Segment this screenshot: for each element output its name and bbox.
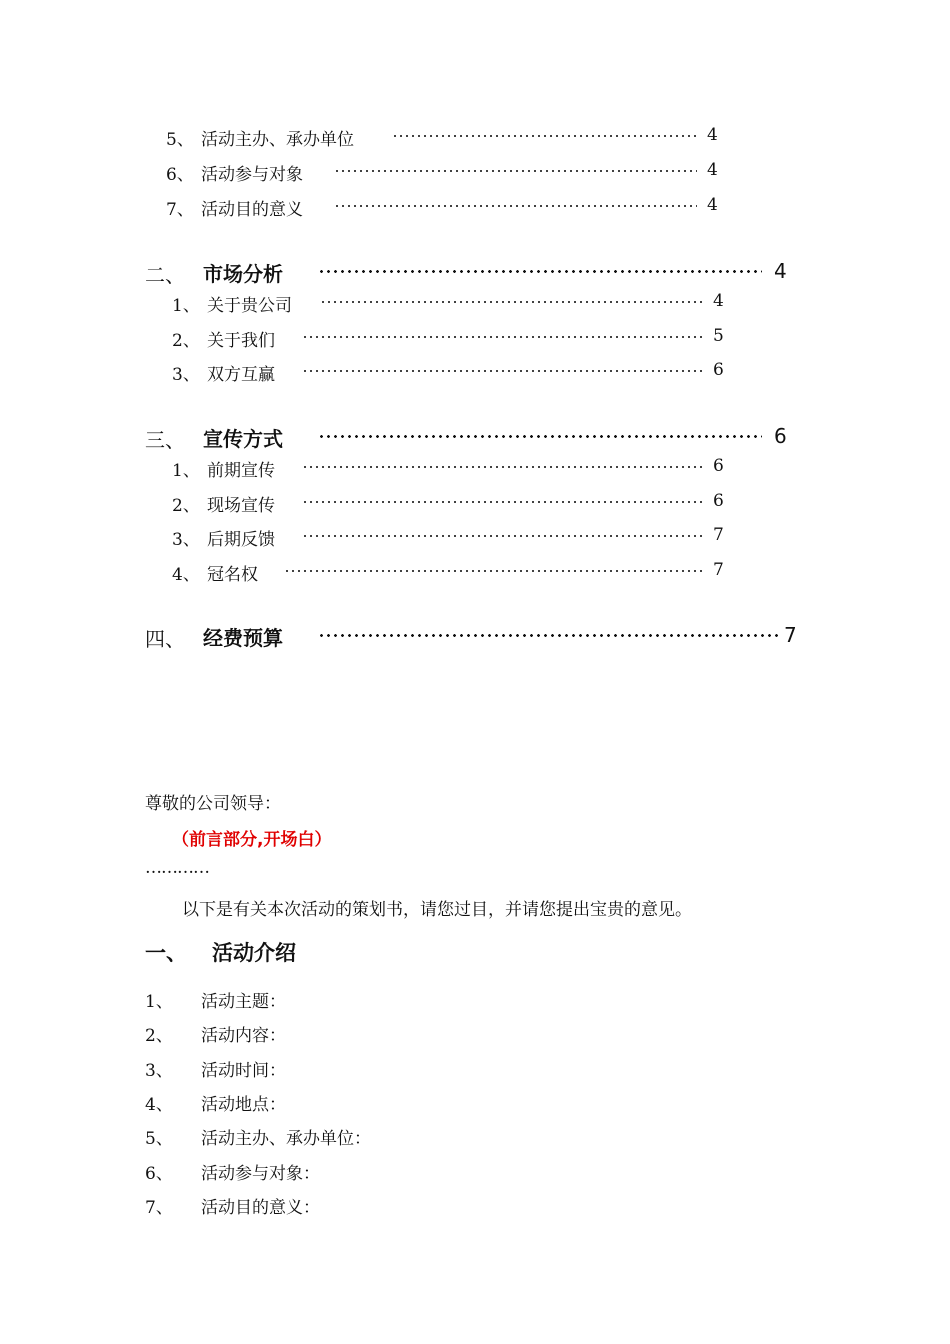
toc-item-page: 7	[713, 525, 724, 545]
list-item-number: 5、	[145, 1129, 173, 1149]
toc-section-title: 宣传方式	[203, 427, 283, 451]
toc-leader-dots	[318, 435, 762, 438]
list-item-label: 活动地点：	[201, 1095, 286, 1115]
list-item-label: 活动时间：	[201, 1061, 286, 1081]
toc-item-number: 4、	[172, 565, 200, 585]
toc-leader-dots	[302, 466, 705, 468]
ellipsis-text: …………	[145, 858, 209, 878]
toc-leader-dots	[392, 135, 697, 137]
list-item-label: 活动主题：	[201, 992, 286, 1012]
toc-item-page: 4	[707, 125, 718, 145]
toc-section-number: 二、	[145, 263, 185, 287]
toc-item-page: 5	[713, 326, 724, 346]
toc-leader-dots	[334, 170, 697, 172]
toc-item-number: 7、	[166, 200, 194, 220]
toc-item-label: 冠名权	[207, 565, 258, 585]
list-item-label: 活动参与对象：	[201, 1164, 320, 1184]
toc-section-title: 经费预算	[203, 626, 283, 650]
toc-item-page: 6	[713, 491, 724, 511]
toc-leader-dots	[320, 301, 705, 303]
toc-item-page: 6	[713, 456, 724, 476]
toc-leader-dots	[302, 336, 705, 338]
toc-leader-dots	[302, 370, 705, 372]
toc-item-number: 1、	[172, 461, 200, 481]
list-item-number: 3、	[145, 1061, 173, 1081]
preface-note: （前言部分,开场白）	[172, 830, 332, 850]
toc-item-page: 6	[713, 360, 724, 380]
toc-leader-dots	[302, 535, 705, 537]
toc-item-label: 双方互赢	[207, 365, 275, 385]
list-item-label: 活动内容：	[201, 1026, 286, 1046]
list-item-number: 4、	[145, 1095, 173, 1115]
list-item-label: 活动目的意义：	[201, 1198, 320, 1218]
list-item-number: 7、	[145, 1198, 173, 1218]
toc-item-page: 7	[713, 560, 724, 580]
toc-item-number: 1、	[172, 296, 200, 316]
toc-item-number: 3、	[172, 530, 200, 550]
toc-item-page: 4	[707, 160, 718, 180]
toc-leader-dots	[284, 570, 705, 572]
toc-section-title: 市场分析	[203, 262, 283, 286]
toc-leader-dots	[334, 205, 697, 207]
list-item-number: 6、	[145, 1164, 173, 1184]
toc-item-label: 前期宣传	[207, 461, 275, 481]
toc-item-number: 3、	[172, 365, 200, 385]
toc-item-page: 4	[707, 195, 718, 215]
toc-item-label: 现场宣传	[207, 496, 275, 516]
toc-section-number: 四、	[145, 627, 185, 651]
toc-section-page: 4	[774, 259, 787, 283]
toc-leader-dots	[318, 634, 782, 637]
toc-item-number: 2、	[172, 496, 200, 516]
toc-item-label: 活动主办、承办单位	[201, 130, 354, 150]
toc-item-label: 活动参与对象	[201, 165, 303, 185]
toc-item-page: 4	[713, 291, 724, 311]
section-number: 一、	[145, 941, 187, 965]
toc-item-number: 5、	[166, 130, 194, 150]
toc-section-page: 6	[774, 424, 787, 448]
toc-item-number: 6、	[166, 165, 194, 185]
toc-item-number: 2、	[172, 331, 200, 351]
list-item-label: 活动主办、承办单位：	[201, 1129, 371, 1149]
toc-leader-dots	[302, 501, 705, 503]
salutation: 尊敬的公司领导：	[145, 794, 281, 814]
toc-section-number: 三、	[145, 428, 185, 452]
toc-item-label: 活动目的意义	[201, 200, 303, 220]
toc-item-label: 关于我们	[207, 331, 275, 351]
toc-item-label: 后期反馈	[207, 530, 275, 550]
toc-item-label: 关于贵公司	[207, 296, 292, 316]
toc-section-page: 7	[784, 623, 797, 647]
intro-paragraph: 以下是有关本次活动的策划书，请您过目，并请您提出宝贵的意见。	[182, 900, 692, 920]
section-title: 活动介绍	[212, 941, 296, 965]
list-item-number: 1、	[145, 992, 173, 1012]
list-item-number: 2、	[145, 1026, 173, 1046]
toc-leader-dots	[318, 270, 762, 273]
